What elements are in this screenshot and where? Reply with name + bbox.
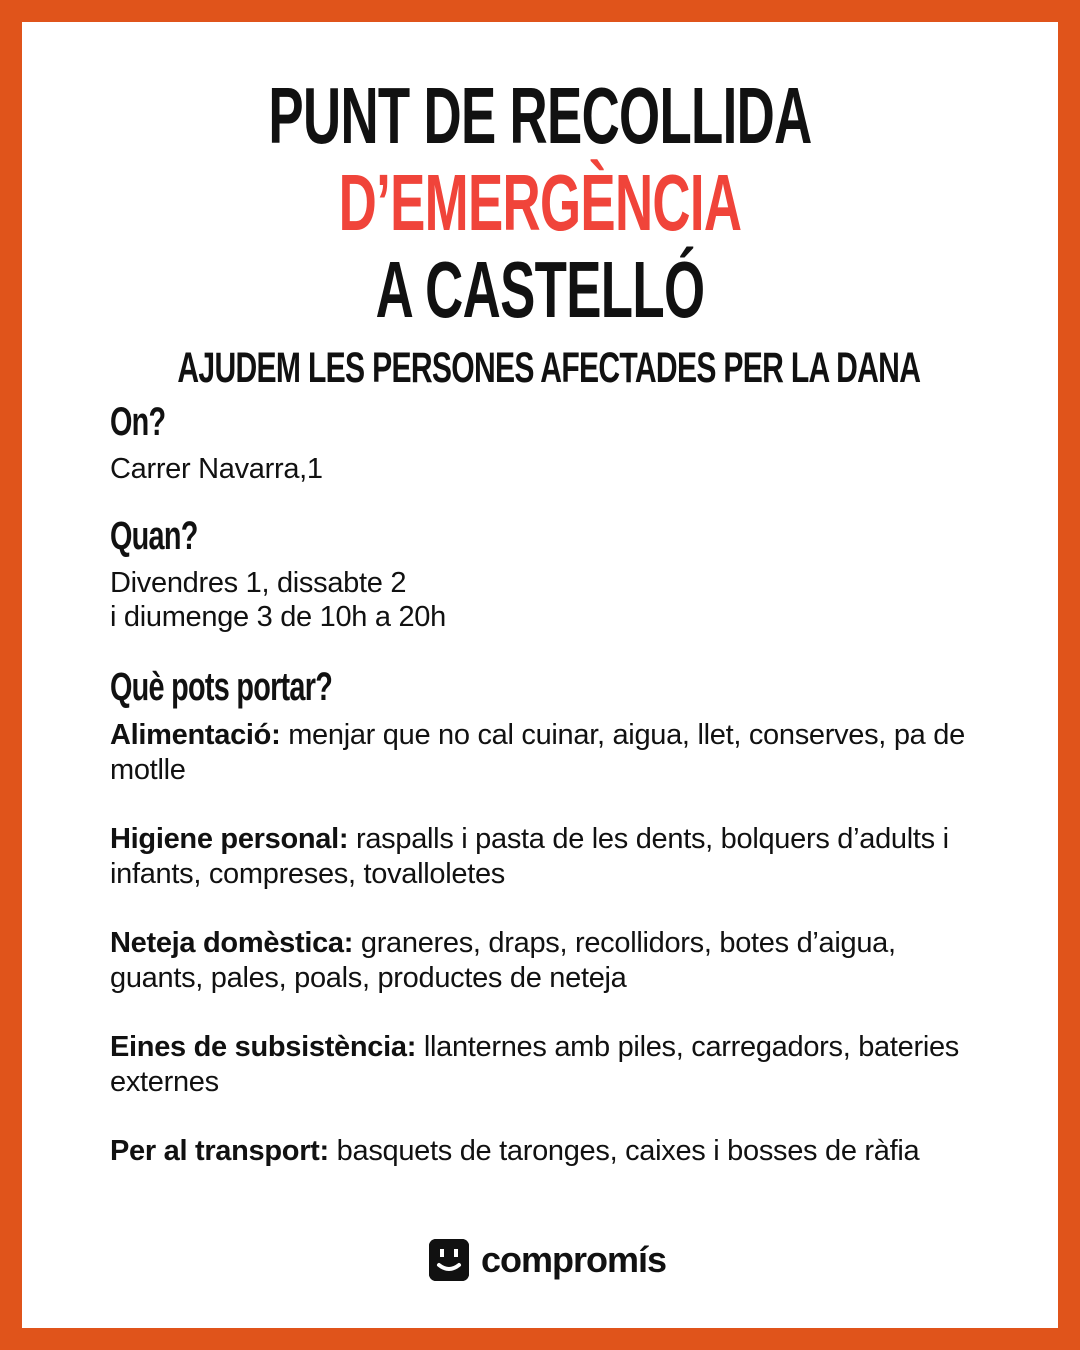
list-item xyxy=(110,1134,970,1169)
list-item xyxy=(110,1030,970,1100)
where-heading: On? xyxy=(110,400,166,444)
list-item xyxy=(110,926,970,996)
list-item xyxy=(110,822,970,892)
title-line-2: D’EMERGÈNCIA xyxy=(338,158,742,247)
poster-card xyxy=(22,22,1058,1328)
item-text: llanternes amb piles, carregadors, bateries externes xyxy=(110,1031,959,1098)
where-address: Carrer Navarra,1 xyxy=(110,453,323,485)
smiley-box-icon xyxy=(429,1239,469,1281)
item-label: Higiene personal: xyxy=(110,823,349,855)
when-heading: Quan? xyxy=(110,514,198,558)
subtitle: AJUDEM LES PERSONES AFECTADES PER LA DANA xyxy=(177,344,921,392)
item-label: Alimentació: xyxy=(110,719,281,751)
item-text: menjar que no cal cuinar, aigua, llet, conserves, pa de motlle xyxy=(110,719,965,786)
item-text: raspalls i pasta de les dents, bolquers d’adults i infants, compreses, tovalloletes xyxy=(110,823,949,890)
title-line-1: PUNT DE RECOLLIDA xyxy=(268,71,812,160)
where-section xyxy=(110,400,970,486)
logo-wordmark: compromís xyxy=(481,1239,667,1280)
items-list xyxy=(110,718,970,1169)
item-label: Eines de subsistència: xyxy=(110,1031,417,1063)
title-block xyxy=(22,72,1058,393)
what-section xyxy=(110,665,970,1203)
when-section xyxy=(110,514,970,634)
when-line-2: i diumenge 3 de 10h a 20h xyxy=(110,601,446,633)
item-text: basquets de taronges, caixes i bosses de ràfia xyxy=(328,1135,920,1167)
list-item xyxy=(110,718,970,788)
compromis-logo xyxy=(429,1238,666,1282)
title-line-3: A CASTELLÓ xyxy=(375,245,705,334)
what-heading: Què pots portar? xyxy=(110,665,333,709)
item-label: Per al transport: xyxy=(110,1135,329,1167)
item-label: Neteja domèstica: xyxy=(110,927,354,959)
item-text: graneres, draps, recollidors, botes d’aigua, guants, pales, poals, productes de neteja xyxy=(110,927,896,994)
when-line-1: Divendres 1, dissabte 2 xyxy=(110,567,407,599)
